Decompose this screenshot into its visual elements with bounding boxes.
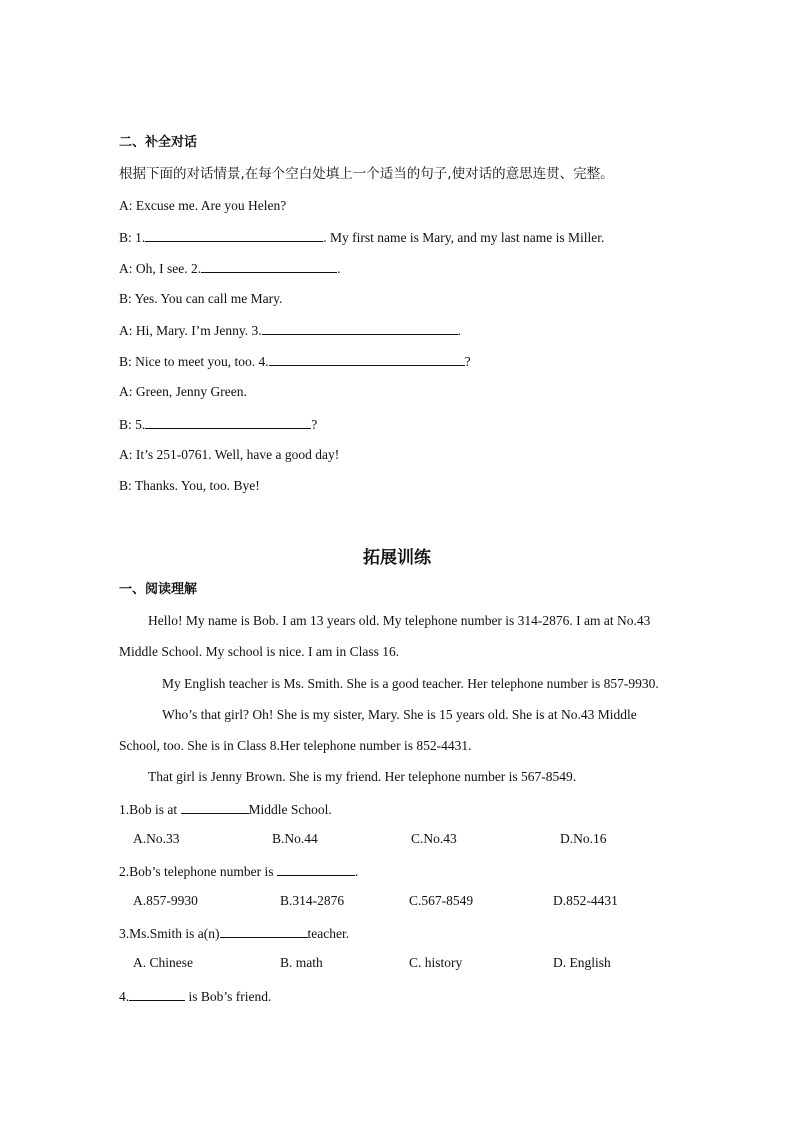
- passage-line: Who’s that girl? Oh! She is my sister, Mary. She is 15 years old. She is at No.43 Middle: [162, 707, 637, 722]
- section-heading: 一、阅读理解: [119, 582, 198, 597]
- option-c[interactable]: C.No.43: [411, 831, 457, 846]
- answer-blank-1[interactable]: [145, 228, 323, 242]
- option-d[interactable]: D.No.16: [560, 831, 607, 846]
- passage-line: Hello! My name is Bob. I am 13 years old. My telephone number is 314-2876. I am at No.43: [148, 613, 651, 628]
- option-d[interactable]: D. English: [553, 955, 611, 970]
- dialogue-line: B: Thanks. You, too. Bye!: [119, 478, 260, 493]
- option-c[interactable]: C. history: [409, 955, 463, 970]
- dialogue-line: A: It’s 251-0761. Well, have a good day!: [119, 447, 340, 462]
- question-4: 4. is Bob’s friend.: [119, 989, 272, 1004]
- page-title: 拓展训练: [363, 548, 431, 568]
- option-d[interactable]: D.852-4431: [553, 893, 618, 908]
- question-3: 3.Ms.Smith is a(n) teacher.: [119, 926, 350, 941]
- dialogue-line: A: Hi, Mary. I’m Jenny. 3. .: [119, 323, 461, 338]
- question-blank-4[interactable]: [129, 987, 185, 1001]
- dialogue-line: B: 1. . My first name is Mary, and my last name is Miller.: [119, 230, 605, 245]
- option-b[interactable]: B. math: [280, 955, 323, 970]
- option-c[interactable]: C.567-8549: [409, 893, 474, 908]
- dialogue-line: B: 5. ?: [119, 417, 318, 432]
- passage-line: Middle School. My school is nice. I am in Class 16.: [119, 644, 400, 659]
- question-1: 1.Bob is at Middle School.: [119, 802, 332, 817]
- dialogue-line: A: Excuse me. Are you Helen?: [119, 198, 287, 213]
- dialogue-line: B: Nice to meet you, too. 4. ?: [119, 354, 471, 369]
- option-a[interactable]: A. Chinese: [133, 955, 193, 970]
- question-blank-3[interactable]: [220, 924, 308, 938]
- answer-blank-2[interactable]: [201, 259, 337, 273]
- option-b[interactable]: B.314-2876: [280, 893, 345, 908]
- dialogue-line: A: Oh, I see. 2. .: [119, 261, 341, 276]
- answer-blank-3[interactable]: [262, 321, 458, 335]
- option-b[interactable]: B.No.44: [272, 831, 318, 846]
- passage-line: School, too. She is in Class 8.Her telephone number is 852-4431.: [119, 738, 472, 753]
- option-a[interactable]: A.857-9930: [133, 893, 198, 908]
- dialogue-line: A: Green, Jenny Green.: [119, 384, 247, 399]
- question-2: 2.Bob’s telephone number is .: [119, 864, 359, 879]
- question-blank-2[interactable]: [277, 862, 355, 876]
- question-blank-1[interactable]: [181, 800, 249, 814]
- dialogue-line: B: Yes. You can call me Mary.: [119, 291, 283, 306]
- passage-line: My English teacher is Ms. Smith. She is a good teacher. Her telephone number is 857-9930.: [162, 676, 659, 691]
- option-a[interactable]: A.No.33: [133, 831, 180, 846]
- passage-line: That girl is Jenny Brown. She is my friend. Her telephone number is 567-8549.: [148, 769, 577, 784]
- answer-blank-5[interactable]: [145, 415, 311, 429]
- answer-blank-4[interactable]: [269, 352, 465, 366]
- instruction: 根据下面的对话情景,在每个空白处填上一个适当的句子,使对话的意思连贯、完整。: [119, 166, 614, 182]
- section-heading: 二、补全对话: [119, 135, 198, 150]
